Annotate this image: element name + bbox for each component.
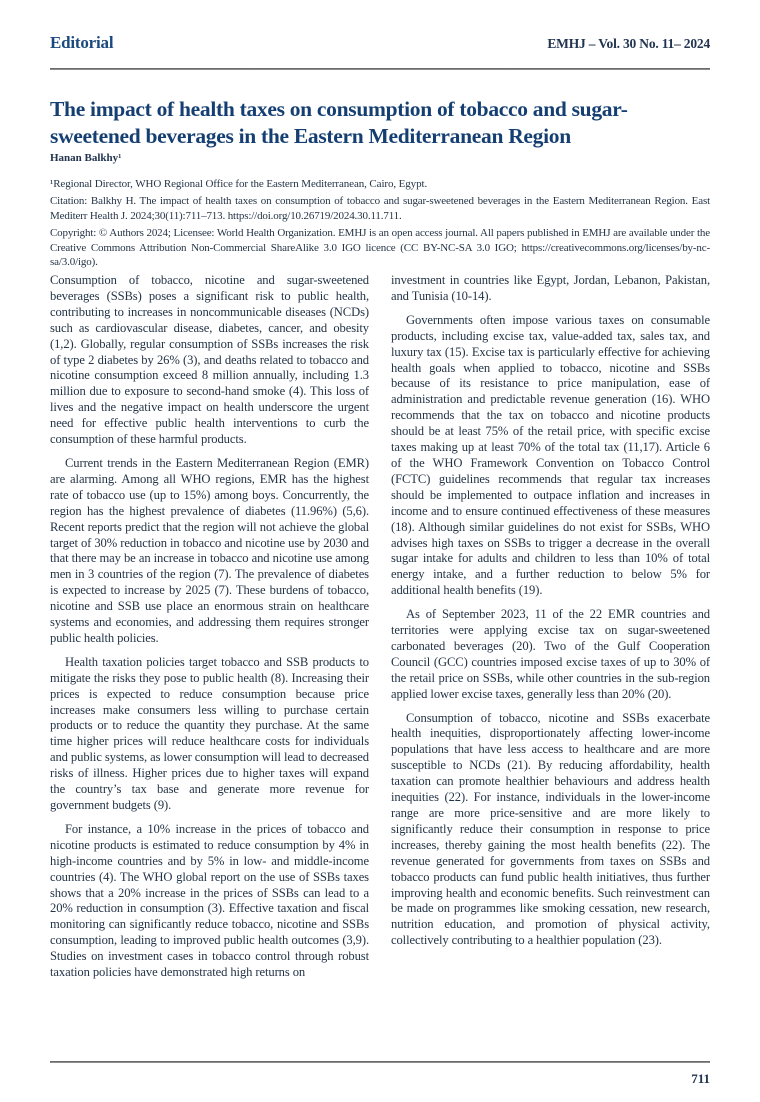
article-body [50, 273, 710, 1057]
body-paragraph: Health taxation policies target tobacco and SSB products to mitigate the risks they pose to public health (8). Increasing their prices is expected to reduce consumption because price increases make consumers less willing to purchase certain products or to reduce the quantity they purchase. At the same time higher prices will reduce healthcare costs for individuals and public systems, as lower consumption will lead to decreased risks of illness. Higher prices due to higher taxes will expand the country’s tax base and generate more revenue for government budgets (9). [50, 654, 369, 812]
body-paragraph: For instance, a 10% increase in the prices of tobacco and nicotine products is estimated to reduce consumption by 4% in high-income countries and by 5% in low- and middle-income countries (4). The WHO global report on the use of SSBs taxes shows that a 20% increase in the prices of SSBs can lead to a 20% reduction in consumption (3). Effective taxation and fiscal monitoring can significantly reduce tobacco, nicotine and SSBs consumption, leading to improved public health outcomes (3,9). Studies on investment cases in tobacco control through robust taxation policies have demonstrated high returns on [50, 821, 369, 980]
article-title: The impact of health taxes on consumption of tobacco and sugar-sweetened beverages in the Eastern Mediterranean Region [50, 97, 628, 149]
body-paragraph: Current trends in the Eastern Mediterranean Region (EMR) are alarming. Among all WHO regions, EMR has the highest rate of tobacco use (up to 15%) among boys. Concurrently, the region has the highest prevalence of diabetes (11.96%) (5,6). Recent reports predict that the region will not achieve the global target of 30% reduction in tobacco and nicotine use by 2030 and that there may be an increase in tobacco and nicotine use among men in 3 countries of the region (7). The prevalence of diabetes is expected to increase by 2025 (7). These burdens of tobacco, nicotine and SSB use place an enormous strain on healthcare systems and economies, and addressing them requires stronger public health policies. [50, 455, 369, 645]
footer-rule [50, 1061, 710, 1063]
body-paragraph: investment in countries like Egypt, Jordan, Lebanon, Pakistan, and Tunisia (10-14). [391, 273, 710, 303]
author-affiliation: ¹Regional Director, WHO Regional Office for the Eastern Mediterranean, Cairo, Egypt. [50, 178, 428, 190]
page-number: 711 [691, 1071, 710, 1086]
body-paragraph: Consumption of tobacco, nicotine and SSBs exacerbate health inequities, disproportionately affecting lower-income populations that have less access to healthcare and are more susceptible to NCDs (21). By reducing affordability, health taxation can promote healthier behaviours and address health inequities (22). For instance, individuals in the lower-income range are more price-sensitive and are more likely to significantly reduce their consumption in response to price increases, thereby gaining the most health benefits (22). The revenue generated for governments from taxes on SSBs and tobacco products can fund public health initiatives, thus further improving health and economic benefits. Such reinvestment can be made on programmes like smoking cessation, new research, nutrition education, and promotion of physical activity, collectively contributing to a healthier population (23). [391, 710, 710, 948]
body-paragraph: Governments often impose various taxes on consumable products, including excise tax, value-added tax, sales tax, and luxury tax (15). Excise tax is particularly effective for achieving health goals when applied to tobacco, nicotine and SSBs because of its resistance to price manipulation, ease of administration and predictable revenue generation (16). WHO recommends that the tax on tobacco and nicotine products should be at least 75% of the retail price, with specific excise taxes making up at least 70% of the total tax (11,17). Article 6 of the WHO Framework Convention on Tobacco Control (FCTC) guidelines recommends that regular tax increases should be implemented to outpace inflation and increases in income and to ensure continued effectiveness of these measures (18). Although similar guidelines do not exist for SSBs, WHO advises high taxes on SSBs to trigger a decrease in the overall sugar intake for adults and children to less than 10% of total energy intake, and a further reduction to below 5% for additional health benefits (19). [391, 312, 710, 598]
copyright-text: Copyright: © Authors 2024; Licensee: World Health Organization. EMHJ is an open access journal. All papers published in EMHJ are available under the Creative Commons Attribution Non-Commercial ShareAlike 3.0 IGO licence (CC BY-NC-SA 3.0 IGO; https://creativecommons.org/licenses/by-nc-sa/3.0/igo). [50, 227, 710, 269]
author-name: Hanan Balkhy¹ [50, 152, 122, 164]
page-header [50, 33, 710, 53]
header-rule [50, 68, 710, 70]
body-paragraph: As of September 2023, 11 of the 22 EMR countries and territories were applying excise tax on sugar-sweetened carbonated beverages (20). Two of the Gulf Cooperation Council (GCC) countries imposed excise taxes of up to 30% of the retail price on SSBs, while other countries in the sub-region applied lower excise taxes, generally less than 20% (20). [391, 607, 710, 701]
left-column [50, 273, 369, 1057]
section-label: Editorial [50, 33, 114, 52]
citation-text: Citation: Balkhy H. The impact of health taxes on consumption of tobacco and sugar-sweetened beverages in the Eastern Mediterranean Region. East Mediterr Health J. 2024;30(11):711–713. https://doi.org/10.26719/2024.30.11.711. [50, 195, 710, 222]
body-paragraph: Consumption of tobacco, nicotine and sugar-sweetened beverages (SSBs) poses a significant risk to public health, contributing to increases in noncommunicable diseases (NCDs) such as cardiovascular disease, diabetes, cancer, and obesity (1,2). Globally, regular consumption of SSBs increases the risk of type 2 diabetes by 26% (3), and deaths related to tobacco and nicotine consumption exceed 8 million annually, including 1.3 million due to exposure to second-hand smoke (4). This loss of lives and the negative impact on health underscore the urgent need for effective public health interventions to curb the consumption of these harmful products. [50, 273, 369, 447]
journal-volume-info: EMHJ – Vol. 30 No. 11– 2024 [547, 36, 710, 51]
right-column [391, 273, 710, 1057]
